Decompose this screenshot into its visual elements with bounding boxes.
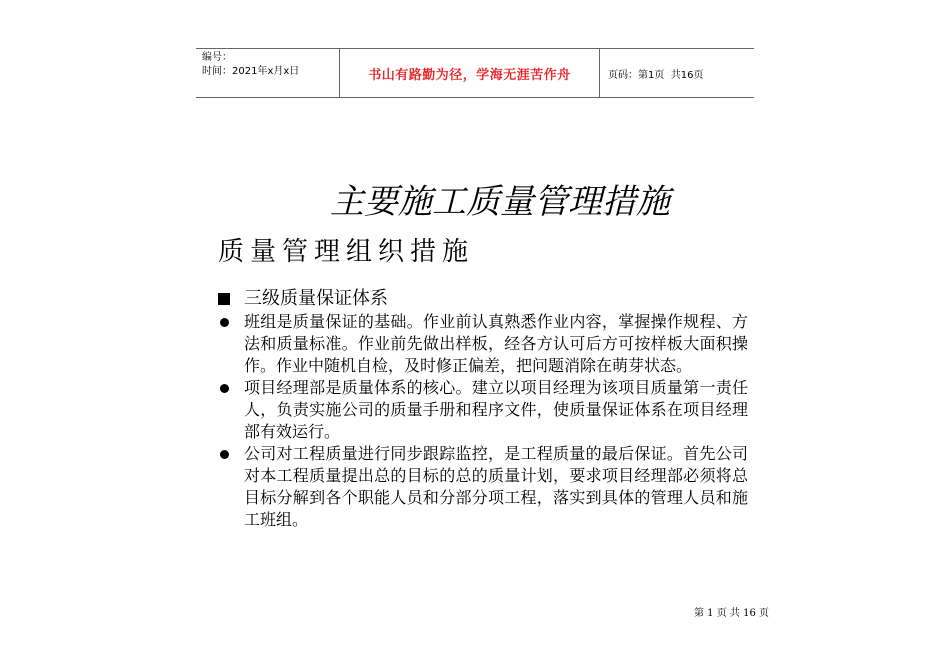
round-bullet-icon <box>220 450 229 459</box>
subsection-heading <box>218 286 388 312</box>
subsection-heading-text: 三级质量保证体系 <box>244 288 388 309</box>
header-meta-cell <box>196 49 340 97</box>
round-bullet-icon <box>220 318 229 327</box>
bullet-list <box>218 311 748 531</box>
page-title: 主要施工质量管理措施 <box>330 182 670 222</box>
round-bullet-icon <box>220 384 229 393</box>
list-item-text: 项目经理部是质量体系的核心。建立以项目经理为该项目质量第一责任人，负责实施公司的质量手册和程序文件，使质量保证体系在项目经理部有效运行。 <box>244 378 748 441</box>
header-motto: 书山有路勤为径，学海无涯苦作舟 <box>368 67 571 83</box>
header-motto-cell <box>340 49 600 97</box>
document-number-label: 编号： <box>202 52 232 63</box>
list-item-text: 班组是质量保证的基础。作业前认真熟悉作业内容，掌握操作规程、方法和质量标准。作业前先做出样板，经各方认可后方可按样板大面积操作。作业中随机自检，及时修正偏差，把问题消除在萌芽状态。 <box>244 312 748 375</box>
header-page-label: 页码：第1页 共16页 <box>608 69 704 81</box>
page-footer: 第 1 页 共 16 页 <box>694 608 769 619</box>
square-bullet-icon <box>218 293 230 305</box>
list-item-text: 公司对工程质量进行同步跟踪监控，是工程质量的最后保证。首先公司对本工程质量提出总的目标的总的质量计划，要求项目经理部必须将总目标分解到各个职能人员和分部分项工程，落实到具体的管理人员和施工班组。 <box>244 444 748 529</box>
list-item <box>218 377 748 443</box>
header-page-cell <box>600 49 754 97</box>
list-item <box>218 443 748 531</box>
list-item <box>218 311 748 377</box>
document-time-label: 时间：2021年x月x日 <box>202 66 300 77</box>
section-title: 质量管理组织措施 <box>218 237 475 267</box>
document-header <box>196 48 754 98</box>
